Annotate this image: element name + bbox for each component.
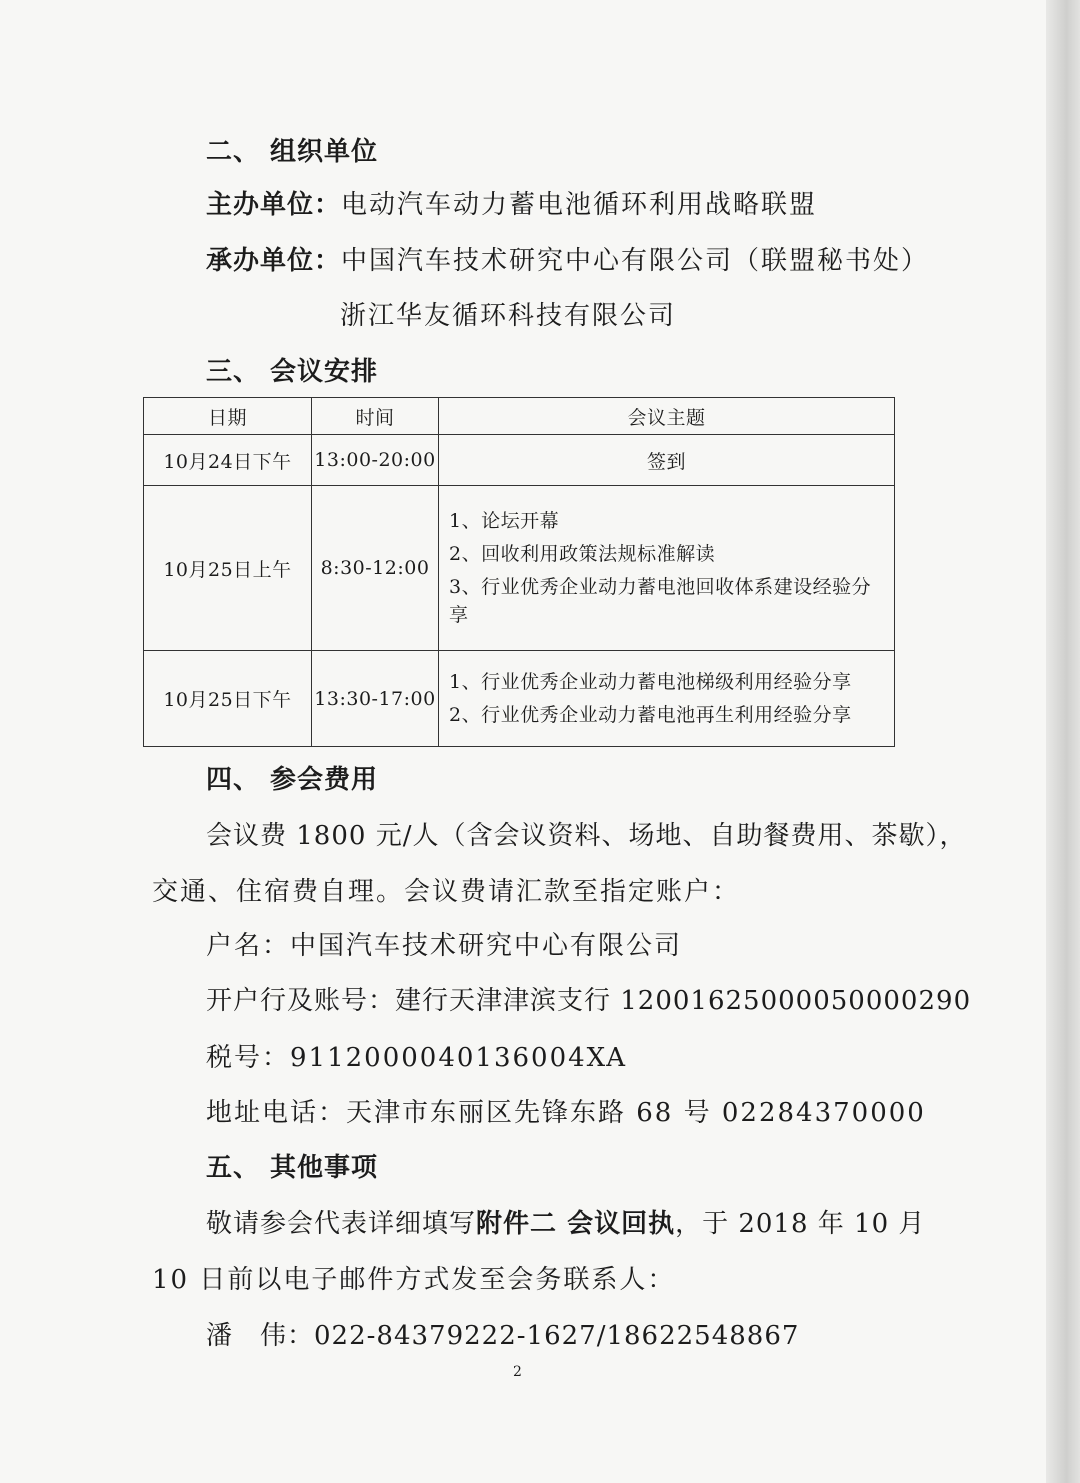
row-time: 13:00-20:00 [312,435,439,486]
topic-item: 3、行业优秀企业动力蓄电池回收体系建设经验分享 [449,576,872,626]
organizer-label: 承办单位： [206,246,342,276]
topic-item: 2、回收利用政策法规标准解读 [449,543,716,565]
section3-heading: 三、 会议安排 [206,357,379,387]
header-time: 时间 [312,398,439,435]
notice-line-1 [206,1208,925,1240]
row-topics [439,651,895,747]
row-topic: 签到 [439,435,895,486]
organizer-value-1: 中国汽车技术研究中心有限公司（联盟秘书处） [341,246,930,276]
row-topics [439,486,895,651]
row-date: 10月25日上午 [144,486,312,651]
contact-person: 潘 伟：022-84379222-1627/18622548867 [206,1321,800,1351]
header-date: 日期 [144,398,312,435]
account-name: 户名：中国汽车技术研究中心有限公司 [206,931,683,961]
organizer-value-2: 浙江华友循环科技有限公司 [340,301,677,331]
host-line [206,189,817,221]
notice-post: ，于 2018 年 10 月 [675,1209,926,1239]
row-time: 13:30-17:00 [312,651,439,747]
tax-id: 税号：9112000040136004XA [206,1043,628,1073]
notice-pre: 敬请参会代表详细填写 [206,1209,477,1239]
fee-line-1: 会议费 1800 元/人（含会议资料、场地、自助餐费用、茶歇）， [206,821,967,851]
header-topic: 会议主题 [439,398,895,435]
table-row [144,486,895,651]
topic-item: 2、行业优秀企业动力蓄电池再生利用经验分享 [449,704,852,726]
organizer-line [206,245,929,277]
notice-line-2: 10 日前以电子邮件方式发至会务联系人： [152,1265,676,1295]
schedule-table [143,397,895,747]
table-row [144,651,895,747]
address-phone: 地址电话：天津市东丽区先锋东路 68 号 02284370000 [206,1098,926,1128]
attachment-ref: 附件二 会议回执 [476,1209,676,1239]
host-label: 主办单位： [206,190,342,220]
row-date: 10月25日下午 [144,651,312,747]
page-edge [1046,0,1080,1483]
row-time: 8:30-12:00 [312,486,439,651]
host-value: 电动汽车动力蓄电池循环利用战略联盟 [341,190,818,220]
topic-item: 1、行业优秀企业动力蓄电池梯级利用经验分享 [449,671,852,693]
row-date: 10月24日下午 [144,435,312,486]
topic-item: 1、论坛开幕 [449,510,560,532]
table-header-row [144,398,895,435]
section4-heading: 四、 参会费用 [206,765,379,795]
bank-account: 开户行及账号：建行天津津滨支行 12001625000050000290 [206,986,972,1016]
fee-line-2: 交通、住宿费自理。会议费请汇款至指定账户： [152,877,741,907]
section2-heading: 二、 组织单位 [206,137,379,167]
table-row [144,435,895,486]
page-number: 2 [513,1364,522,1380]
section5-heading: 五、 其他事项 [206,1153,379,1183]
